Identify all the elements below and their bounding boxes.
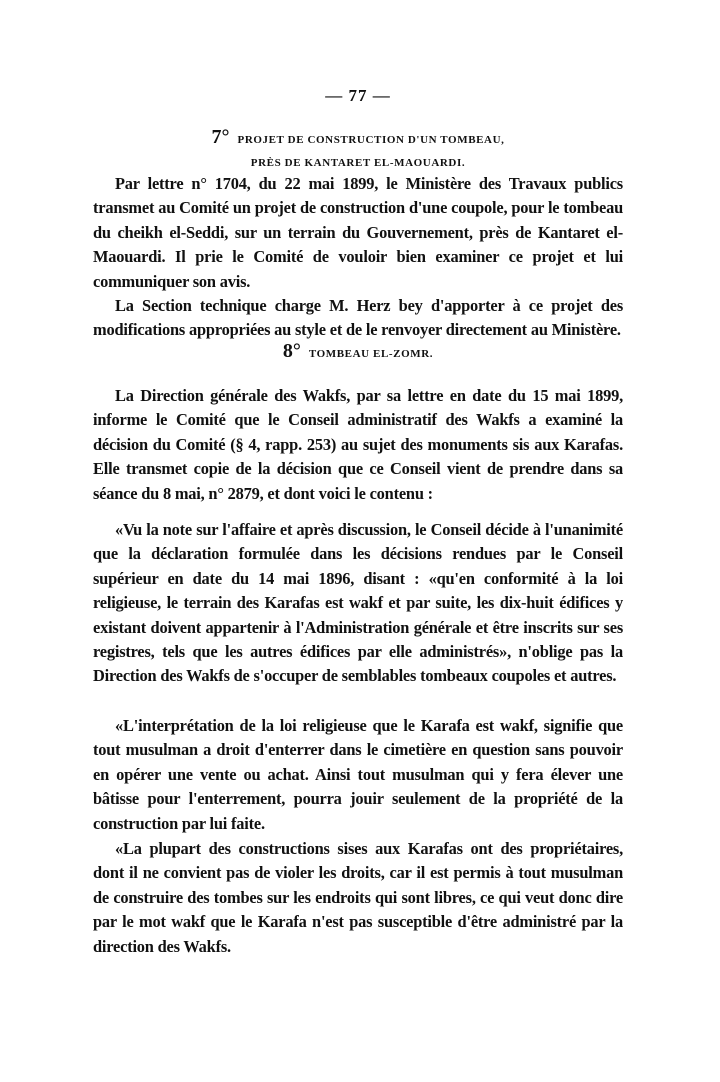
paragraph-text: La Section technique charge M. Herz bey d'apporter à ce projet des modifications appropriées au style et de le renvoyer directement au Ministère. — [93, 296, 623, 340]
section-heading-8 — [93, 340, 623, 365]
section-heading-line-1 — [93, 126, 623, 151]
section-number: 7° — [211, 126, 230, 148]
paragraph-text: «Vu la note sur l'affaire et après discussion, le Conseil décide à l'unanimité que la déclaration formulée dans les décisions rendues par le Conseil supérieur en date du 14 mai 1896, disant : «qu'en conformité à la loi religieuse, le terrain des Karafas est wakf et par suite, les dix-huit édifices y existant doivent appartenir à l'Administration générale et être inscrits sur ses registres, tels que les autres édifices par elle administrés», n'oblige pas la Direction des Wakfs de s'occuper de semblables tombeaux coupoles et autres. — [93, 520, 623, 686]
section-heading-7 — [93, 126, 623, 174]
section-heading-line-2 — [93, 151, 623, 174]
paragraph-text: Par lettre n° 1704, du 22 mai 1899, le Ministère des Travaux publics transmet au Comité un projet de construction d'une coupole, pour le tombeau du cheikh el-Seddi, sur un terrain du Gouvernement, près de Kantaret el-Maouardi. Il prie le Comité de vouloir bien examiner ce projet et lui communiquer son avis. — [93, 174, 623, 291]
paragraph-text: «L'interprétation de la loi religieuse que le Karafa est wakf, signifie que tout musulman a droit d'enterrer dans le cimetière en question sans pouvoir en opérer une vente ou achat. Ainsi tout musulman qui y fera élever une bâtisse pour l'enterrement, pourra jouir seulement de la propriété de la construction par lui faite. — [93, 716, 623, 833]
quoted-paragraph — [93, 714, 623, 836]
quoted-paragraph — [93, 837, 623, 959]
paragraph-text: La Direction générale des Wakfs, par sa lettre en date du 15 mai 1899, informe le Comité que le Conseil administratif des Wakfs a examiné la décision du Comité (§ 4, rapp. 253) au sujet des monuments sis aux Karafas. Elle transmet copie de la décision que ce Conseil vient de prendre dans sa séance du 8 mai, n° 2879, et dont voici le contenu : — [93, 386, 623, 503]
section-title: TOMBEAU EL-ZOMR. — [308, 348, 434, 360]
section-subtitle: PRÈS DE KANTARET EL-MAOUARDI. — [250, 157, 466, 169]
section-number: 8° — [282, 340, 301, 362]
paragraph — [93, 384, 623, 506]
section-title: PROJET DE CONSTRUCTION D'UN TOMBEAU, — [237, 134, 505, 146]
page-number: — 77 — — [325, 86, 391, 105]
paragraph — [93, 172, 623, 294]
quoted-paragraph — [93, 518, 623, 689]
paragraph-text: «La plupart des constructions sises aux Karafas ont des propriétaires, dont il ne convient pas de violer les droits, car il est permis à tout musulman de construire des tombes sur les endroits qui sont libres, ce qui veut donc dire par le mot wakf que le Karafa n'est pas susceptible d'être administré par la direction des Wakfs. — [93, 839, 623, 956]
paragraph — [93, 294, 623, 343]
